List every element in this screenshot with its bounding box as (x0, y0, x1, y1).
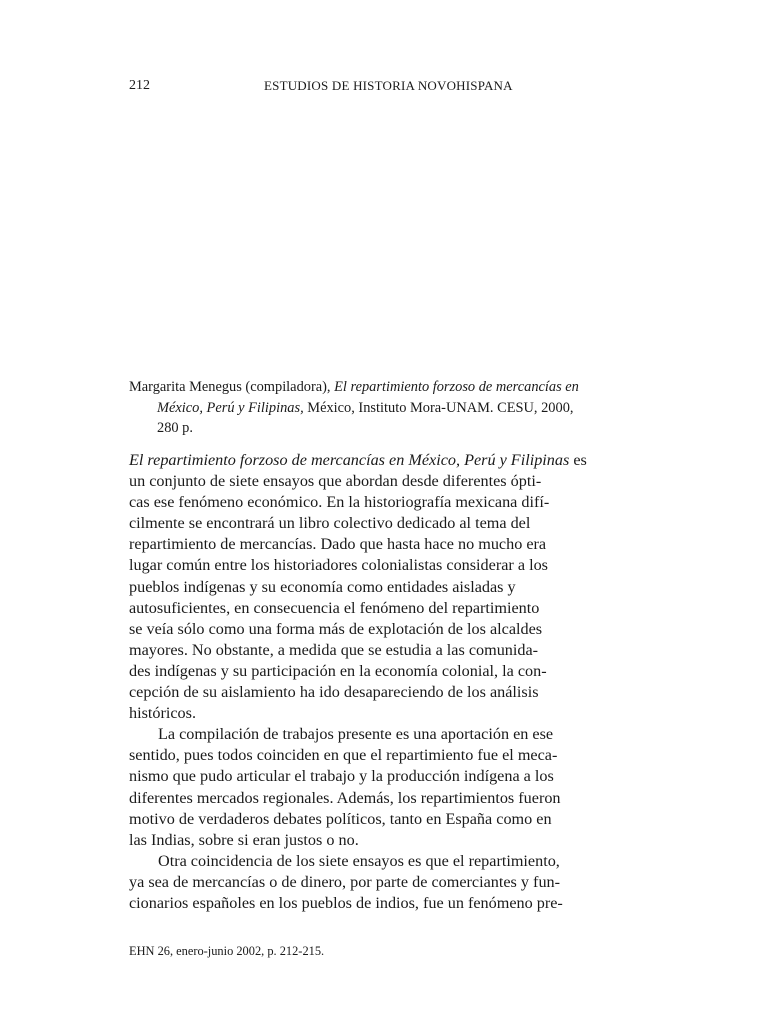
citation-title-line1: El repartimiento forzoso de mercancías en (334, 379, 579, 395)
review-body (129, 450, 659, 914)
page-header (129, 78, 659, 98)
page-footer (129, 944, 324, 959)
paragraph-3: Otra coincidencia de los siete ensayos es que el repartimiento, ya sea de mercancías o de dinero, por parte de comerciantes y fun- cionarios españoles en los pueblos de indios, fue un fenómeno pre- (129, 851, 563, 912)
citation-publisher: México, Instituto Mora-UNAM. CESU, 2000, (303, 399, 574, 416)
journal-reference: EHN 26, enero-junio 2002, p. 212-215. (129, 944, 325, 958)
citation-title-line2: México, Perú y Filipinas, (157, 399, 304, 416)
book-title-italic: El repartimiento forzoso de mercancías en México, Perú y Filipinas (129, 451, 570, 469)
page-number: 212 (129, 78, 150, 93)
citation-text (129, 377, 659, 439)
citation-pages: 280 p. (157, 420, 193, 436)
running-title: ESTUDIOS DE HISTORIA NOVOHISPANA (264, 78, 513, 93)
citation-author: Margarita Menegus (compiladora), (129, 379, 335, 395)
paragraph-2: La compilación de trabajos presente es una aportación en ese sentido, pues todos coinciden en que el repartimiento fue el meca- nismo que pudo articular el trabajo y la producción indígena a los diferentes mercados regionales. Además, los repartimientos fueron motivo de verdaderos debates políticos, tanto en España como en las Indias, sobre si eran justos o no. (129, 725, 561, 849)
bibliographic-citation (129, 377, 659, 439)
paragraph-1: El repartimiento forzoso de mercancías en México, Perú y Filipinas es un conjunto de siete ensayos que abordan desde diferentes ópti- cas ese fenómeno económico. En la historiografía mexicana difí- cilmente se encontrará un libro colectivo dedicado al tema del repartimiento de mercancías. Dado que hasta hace no mucho era lugar común entre los historiadores colonialistas considerar a los pueblos indígenas y su economía como entidades aisladas y autosuficientes, en consecuencia el fenómeno del repartimiento se veía sólo como una forma más de explotación de los alcaldes mayores. No obstante, a medida que se estudia a las comunida- des indígenas y su participación en la economía colonial, la con- cepción de su aislamiento ha ido desapareciendo de los análisis históricos. (129, 451, 587, 723)
